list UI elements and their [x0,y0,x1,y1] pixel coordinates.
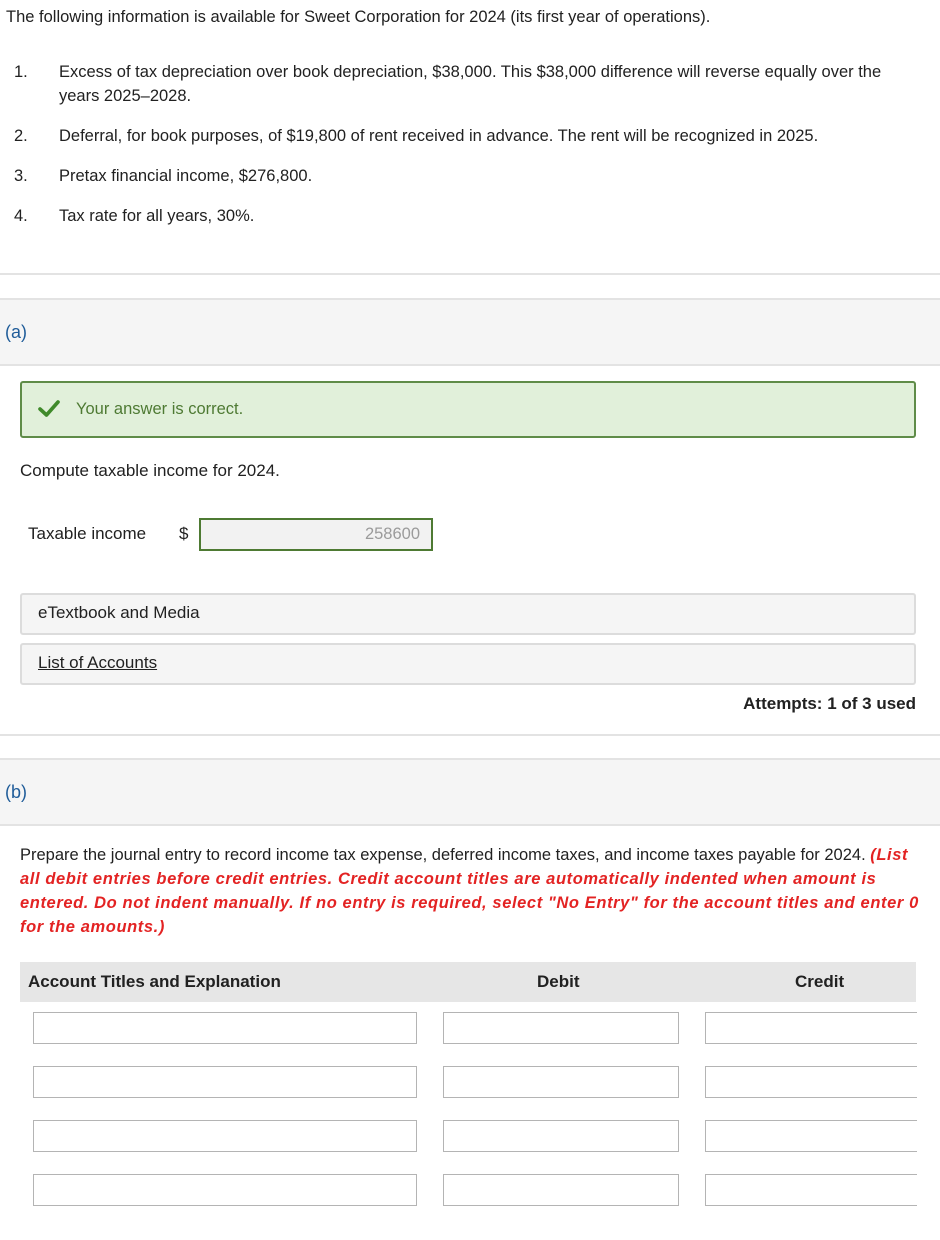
part-b-label: (b) [5,782,27,802]
info-item-2 [0,124,920,148]
account-title-input[interactable] [33,1066,417,1098]
credit-input[interactable] [705,1012,917,1044]
info-item-4 [0,204,920,228]
list-of-accounts-bar[interactable] [20,643,916,685]
part-b-header [0,758,940,826]
info-item-3 [0,164,920,188]
part-a-header [0,298,940,366]
account-title-input[interactable] [33,1012,417,1044]
debit-input[interactable] [443,1066,679,1098]
debit-input[interactable] [443,1120,679,1152]
part-b-instructions: (List all debit entries before credit entries. Credit account titles are automatically indented when amount is entered. Do not indent manually. If no entry is required, select "No Entry" for the account titles and enter 0 for the amounts.) [20,846,919,936]
journal-table-header [20,962,916,1002]
account-title-input[interactable] [33,1174,417,1206]
info-text-2: Deferral, for book purposes, of $19,800 of rent received in advance. The rent will be recognized in 2025. [59,127,819,145]
part-b-prompt-text: Prepare the journal entry to record income tax expense, deferred income taxes, and income taxes payable for 2024. [20,846,866,864]
section-divider [0,734,940,736]
problem-intro: The following information is available for Sweet Corporation for 2024 (its first year of operations). [6,8,711,26]
debit-header: Debit [537,972,580,991]
journal-row [0,1120,940,1154]
debit-input[interactable] [443,1174,679,1206]
checkmark-icon [38,399,60,419]
etextbook-media-bar[interactable] [20,593,916,635]
credit-header: Credit [795,972,845,991]
info-number-4: 4. [14,207,28,225]
info-number-3: 3. [14,167,28,185]
journal-row [0,1066,940,1100]
debit-input[interactable] [443,1012,679,1044]
journal-row [0,1174,940,1208]
etextbook-label[interactable]: eTextbook and Media [38,603,200,622]
taxable-income-input[interactable] [199,518,433,551]
correct-feedback-banner [20,381,916,438]
account-titles-header: Account Titles and Explanation [28,972,281,991]
info-number-1: 1. [14,63,28,81]
currency-symbol: $ [179,524,189,543]
section-divider [0,273,940,275]
feedback-text: Your answer is correct. [76,400,244,418]
part-b-prompt [20,843,920,939]
part-a-label: (a) [5,322,27,342]
journal-row [0,1012,940,1046]
info-item-1 [0,60,920,108]
credit-input[interactable] [705,1174,917,1206]
credit-input[interactable] [705,1120,917,1152]
info-list [0,60,920,228]
account-title-input[interactable] [33,1120,417,1152]
info-text-3: Pretax financial income, $276,800. [59,167,313,185]
info-text-1: Excess of tax depreciation over book depreciation, $38,000. This $38,000 difference will reverse equally over the years 2025–2028. [59,63,882,105]
attempts-counter: Attempts: 1 of 3 used [743,694,916,713]
taxable-income-label: Taxable income [28,524,147,543]
list-of-accounts-link[interactable]: List of Accounts [38,653,158,672]
info-number-2: 2. [14,127,28,145]
part-a-prompt: Compute taxable income for 2024. [20,461,280,480]
info-text-4: Tax rate for all years, 30%. [59,207,255,225]
credit-input[interactable] [705,1066,917,1098]
